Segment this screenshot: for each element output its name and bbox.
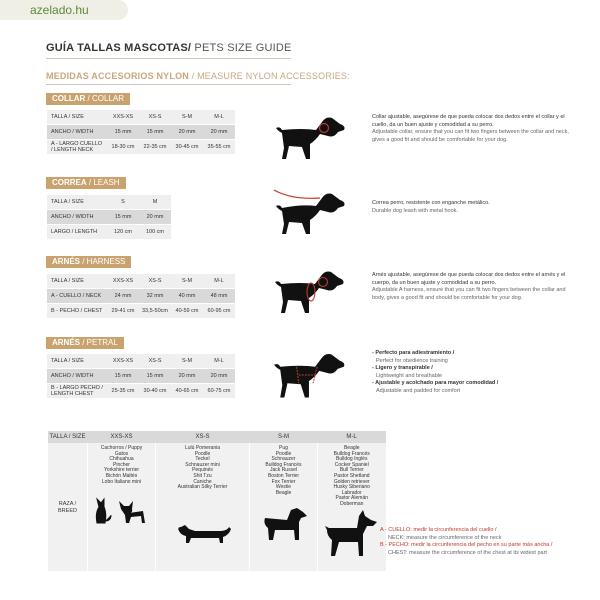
breed-name: Fox Terrier: [271, 478, 296, 485]
breed-name: Pincher: [113, 461, 130, 468]
schnauzer-icon: [257, 504, 311, 544]
size-value: 20 mm: [139, 210, 171, 225]
row-label: A - LARGO CUELLO / LENGTH NECK: [47, 140, 107, 155]
size-value: 25-35 cm: [107, 384, 139, 399]
breed-name: Husky Siberiano: [333, 484, 370, 491]
breed-name: Yorkshire terrier: [103, 467, 140, 474]
size-value: M-L: [203, 110, 235, 125]
size-table-row: [47, 140, 235, 155]
row-label: TALLA / SIZE: [47, 195, 107, 210]
feature-en: Perfect for obedience training: [376, 357, 448, 364]
size-table-row: [47, 289, 235, 304]
row-label: ANCHO / WIDTH: [47, 210, 107, 225]
breed-name: Lobo Italiano mini: [101, 478, 142, 485]
feature-es: - Ligero y transpirable /: [372, 365, 433, 371]
size-table-row: [47, 125, 235, 140]
feature-en: Lightweight and breathable: [376, 372, 443, 379]
harness-description: [372, 272, 572, 302]
breed-name: Pug: [279, 445, 288, 451]
breed-list-xxs-xs: [89, 446, 154, 485]
size-value: M-L: [203, 354, 235, 369]
title-es: GUÍA TALLAS MASCOTAS/: [46, 42, 192, 54]
collar-tag-es: COLLAR: [52, 94, 86, 103]
size-value: 15 mm: [107, 210, 139, 225]
leash-tag-es: CORREA: [52, 178, 87, 187]
petral-tag-en: / PETRAL: [80, 338, 118, 347]
breed-name: Beagle: [343, 445, 360, 451]
harness-tag-en: / HARNESS: [80, 257, 126, 266]
breed-name: Pastor Shetland: [333, 472, 370, 479]
size-value: 22-35 cm: [139, 140, 171, 155]
size-value: XS-S: [139, 110, 171, 125]
leash-size-table: [47, 195, 171, 240]
breed-name: Doberman: [340, 500, 364, 507]
breed-name: Schnauzer: [271, 456, 296, 463]
note-en: CHEST: measure the circumference of the chest at its widest part: [388, 549, 547, 556]
size-value: 15 mm: [107, 125, 139, 140]
breed-name: Bulldog Francés: [265, 461, 302, 468]
breed-name: Schnauzer mini: [185, 461, 220, 468]
size-value: 29-41 cm: [107, 304, 139, 319]
leash-desc-es: Correa perro, resistente con enganche metálico.: [372, 200, 490, 206]
breed-col-xxs-xs: [88, 443, 156, 571]
breed-header-size: TALLA / SIZE: [48, 431, 88, 443]
breed-name: Teckel: [195, 456, 210, 463]
size-value: M: [139, 195, 171, 210]
size-value: 32 mm: [139, 289, 171, 304]
breed-header-s-m: S-M: [250, 431, 318, 443]
row-label: ANCHO / WIDTH: [47, 369, 107, 384]
collar-desc-en: Adjustable collar, ensure that you can fit two fingers between the collar and neck, gives a good fit and should be comfortable for your dog.: [372, 129, 569, 143]
subtitle-es: MEDIDAS ACCESORIOS NYLON: [46, 71, 189, 81]
harness-desc-en: Adjustable A harness, ensure that you can fit two fingers between the collar and body, gives a good fit and should be comfortable for your dog.: [372, 287, 566, 301]
size-value: 30-40 cm: [139, 384, 171, 399]
collar-description: [372, 114, 572, 144]
size-value: XXS-XS: [107, 274, 139, 289]
watermark-badge: [0, 0, 128, 20]
row-label: TALLA / SIZE: [47, 110, 107, 125]
size-value: S-M: [171, 274, 203, 289]
collar-section-tag: [46, 93, 130, 105]
size-value: 20 mm: [203, 125, 235, 140]
breed-list-xs-s: [157, 446, 248, 491]
breed-name: Jack Russel: [270, 467, 297, 474]
breed-header-xs-s: XS-S: [156, 431, 250, 443]
size-value: XXS-XS: [107, 110, 139, 125]
collar-size-table: [47, 110, 235, 155]
harness-section-tag: [46, 256, 131, 268]
petral-size-table: [47, 354, 235, 399]
size-value: XS-S: [139, 274, 171, 289]
size-value: 15 mm: [139, 369, 171, 384]
breed-list-m-l: [319, 446, 385, 508]
size-value: 120 cm: [107, 225, 139, 240]
collar-desc-es: Collar ajustable, asegúrese de que pueda colocar dos dedos entre el collar y el cuello, da un buen ajuste y comodidad a su perro.: [372, 114, 565, 128]
size-table-row: [47, 354, 235, 369]
petral-tag-es: ARNÉS: [52, 338, 81, 347]
size-value: XS-S: [139, 354, 171, 369]
page-subtitle: [46, 71, 350, 81]
feature-es: - Perfecto para adiestramiento /: [372, 350, 455, 356]
size-table-row: [47, 274, 235, 289]
breed-name: Cachorros / Puppy: [100, 445, 143, 451]
breed-name: Bull Terrier: [339, 467, 364, 474]
breed-name: Poodle: [275, 450, 292, 457]
size-value: S: [107, 195, 139, 210]
breed-name: Beagle: [275, 489, 292, 496]
breed-header-m-l: M-L: [318, 431, 386, 443]
leash-tag-en: / LEASH: [86, 178, 120, 187]
size-table-row: [47, 210, 171, 225]
breed-size-table: [47, 431, 386, 571]
petral-feature-list: [372, 350, 572, 395]
harness-desc-es: Arnés ajustable, asegúrese de que pueda colocar dos dedos entre el arnés y el cuerpo, da un buen ajuste y comodidad a su perro.: [372, 272, 566, 286]
size-value: 40 mm: [171, 289, 203, 304]
breed-name: Bichón Maltés: [105, 472, 138, 479]
breed-col-xs-s: [156, 443, 250, 571]
title-en: PETS SIZE GUIDE: [191, 42, 292, 54]
breed-col-m-l: [318, 443, 386, 571]
size-table-row: [47, 304, 235, 319]
size-value: S-M: [171, 110, 203, 125]
leash-section-tag: [46, 177, 126, 189]
leash-desc-en: Durable dog leash with metal hook.: [372, 207, 458, 214]
note-es: A - CUELLO: medir la circunferencia del cuello /: [380, 527, 497, 533]
size-value: 15 mm: [139, 125, 171, 140]
breed-name: Boston Terrier: [267, 472, 300, 479]
note-es: B - PECHO: medir la circunferencia del pecho en su parte más ancha /: [380, 542, 553, 548]
row-label: LARGO / LENGTH: [47, 225, 107, 240]
breed-row-label: [48, 443, 88, 571]
measurement-notes: [380, 527, 552, 557]
size-value: 33,5-50cm: [139, 304, 171, 319]
cat-and-chihuahua-icon: [91, 491, 153, 525]
breed-name: Bulldog Francés: [333, 450, 370, 457]
size-value: 60-95 cm: [203, 304, 235, 319]
breed-name: Cocker Spaniel: [334, 461, 369, 468]
size-value: 15 mm: [107, 369, 139, 384]
breed-name: Westie: [275, 484, 292, 491]
breed-list-s-m: [251, 446, 316, 496]
size-value: 35-55 cm: [203, 140, 235, 155]
size-value: XXS-XS: [107, 354, 139, 369]
row-label: ANCHO / WIDTH: [47, 125, 107, 140]
breed-row-label-text: RAZA / BREED: [58, 501, 77, 514]
size-table-row: [47, 195, 171, 210]
petral-section-tag: [46, 337, 124, 349]
breed-name: Gatos: [114, 450, 129, 457]
subtitle-en: / MEASURE NYLON ACCESSORIES:: [188, 71, 350, 81]
page-title: [46, 42, 292, 54]
breed-name: Australian Silky Terrier: [177, 484, 228, 491]
feature-es: - Ajustable y acolchado para mayor comodidad /: [372, 380, 499, 386]
dog-petral-icon: [270, 348, 352, 402]
dog-leash-icon: [272, 186, 352, 236]
row-label: B - PECHO / CHEST: [47, 304, 107, 319]
size-value: 20 mm: [203, 369, 235, 384]
breed-name: Chihuahua: [109, 456, 134, 463]
breed-name: Golden retriever: [333, 478, 370, 485]
dog-collar-icon: [272, 112, 352, 162]
breed-name: Caniche: [193, 478, 212, 485]
note-en: NECK: measure the circumference of the neck: [388, 534, 502, 541]
size-value: 40-65 cm: [171, 384, 203, 399]
breed-name: Labrador: [341, 489, 362, 496]
size-table-row: [47, 225, 171, 240]
size-value: 24 mm: [107, 289, 139, 304]
breed-name: Bulldog Inglés: [336, 456, 368, 463]
size-value: 60-75 cm: [203, 384, 235, 399]
size-value: 20 mm: [171, 369, 203, 384]
breed-name: Lulú Pomerania: [184, 445, 221, 451]
size-value: 48 mm: [203, 289, 235, 304]
breed-header-xxs-xs: XXS-XS: [88, 431, 156, 443]
size-value: S-M: [171, 354, 203, 369]
breed-name: Pequinés: [192, 467, 213, 474]
doberman-icon: [323, 508, 381, 558]
feature-en: Adjustable and padded for comfort: [376, 387, 461, 394]
breed-name: Poodle: [194, 450, 211, 457]
title-rule: [46, 58, 291, 59]
size-value: 20 mm: [171, 125, 203, 140]
size-table-row: [47, 369, 235, 384]
size-table-row: [47, 110, 235, 125]
collar-tag-en: / COLLAR: [85, 94, 125, 103]
breed-col-s-m: [250, 443, 318, 571]
size-value: 40-59 cm: [171, 304, 203, 319]
breed-name: Shit Tzu: [193, 472, 212, 479]
size-value: 30-45 cm: [171, 140, 203, 155]
size-value: M-L: [203, 274, 235, 289]
leash-description: [372, 200, 572, 215]
size-table-row: [47, 384, 235, 399]
row-label: TALLA / SIZE: [47, 274, 107, 289]
size-value: 18-30 cm: [107, 140, 139, 155]
row-label: B - LARGO PECHO / LENGTH CHEST: [47, 384, 107, 399]
subtitle-rule: [46, 84, 291, 85]
watermark-text: azelado.hu: [30, 3, 89, 17]
dachshund-icon: [173, 521, 233, 545]
row-label: TALLA / SIZE: [47, 354, 107, 369]
size-value: 100 cm: [139, 225, 171, 240]
row-label: A - CUELLO / NECK: [47, 289, 107, 304]
harness-tag-es: ARNÉS: [52, 257, 81, 266]
dog-harness-icon: [270, 266, 352, 316]
breed-name: Pastor Alemán: [335, 495, 369, 502]
harness-size-table: [47, 274, 235, 319]
